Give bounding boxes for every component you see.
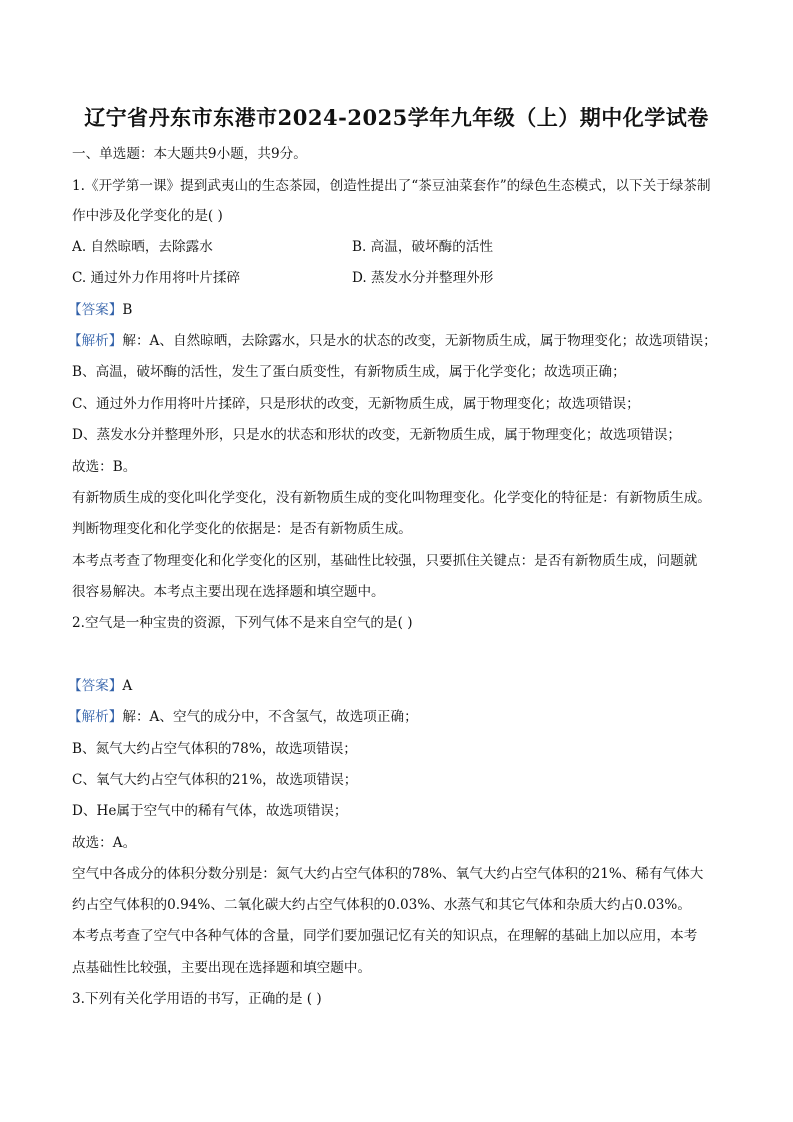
q2-choose: 故选：A。 — [72, 835, 137, 851]
q2-analysis-line4: D、He属于空气中的稀有气体，故选项错误； — [72, 803, 348, 819]
q1-options-row2 — [72, 268, 732, 288]
q2-note4: 点基础性比较强，主要出现在选择题和填空题中。 — [72, 960, 372, 976]
q2-analysis-line2: B、氮气大约占空气体积的78%，故选项错误； — [72, 741, 357, 757]
q1-choose: 故选：B。 — [72, 459, 137, 475]
q1-note3: 本考点考查了物理变化和化学变化的区别，基础性比较强，只要抓住关键点：是否有新物质生成，问题就 — [72, 553, 698, 569]
q1-option-a: A. 自然晾晒，去除露水 — [72, 239, 213, 255]
answer-tag: 【答案】 — [68, 678, 123, 694]
q2-note1: 空气中各成分的体积分数分别是：氮气大约占空气体积的78%、氧气大约占空气体积的21%、稀有气体大 — [72, 866, 704, 882]
page-title: 辽宁省丹东市东港市2024-2025学年九年级（上）期中化学试卷 — [84, 105, 709, 130]
q1-note4: 很容易解决。本考点主要出现在选择题和填空题中。 — [72, 584, 385, 600]
q1-options-row1 — [72, 237, 732, 257]
q1-option-b: B. 高温，破坏酶的活性 — [352, 239, 493, 255]
q1-answer — [68, 300, 728, 320]
q1-option-d: D. 蒸发水分并整理外形 — [352, 270, 494, 286]
answer-tag: 【答案】 — [68, 302, 123, 318]
q2-stem: 2.空气是一种宝贵的资源，下列气体不是来自空气的是( ) — [72, 615, 413, 631]
analysis-tag: 【解析】 — [68, 709, 123, 725]
analysis-tag: 【解析】 — [68, 333, 123, 349]
q2-note3: 本考点考查了空气中各种气体的含量，同学们要加强记忆有关的知识点，在理解的基础上加以应用，本考 — [72, 928, 698, 944]
q1-note2: 判断物理变化和化学变化的依据是：是否有新物质生成。 — [72, 521, 412, 537]
section-heading: 一、单选题：本大题共9小题，共9分。 — [72, 146, 307, 162]
q1-option-c: C. 通过外力作用将叶片揉碎 — [72, 270, 241, 286]
q3-stem: 3.下列有关化学用语的书写，正确的是 ( ) — [72, 991, 322, 1007]
q1-analysis-line3: C、通过外力作用将叶片揉碎，只是形状的改变，无新物质生成，属于物理变化；故选项错误； — [72, 396, 640, 412]
answer-value: A — [122, 678, 133, 694]
q1-analysis-line4: D、蒸发水分并整理外形，只是水的状态和形状的改变，无新物质生成，属于物理变化；故选项错误； — [72, 427, 682, 443]
q1-stem-line2: 作中涉及化学变化的是( ) — [72, 208, 223, 224]
q1-analysis-line1 — [68, 331, 728, 351]
analysis-text: 解：A、自然晾晒，去除露水，只是水的状态的改变，无新物质生成，属于物理变化；故选项错误； — [122, 333, 717, 349]
q2-analysis-line1 — [68, 707, 728, 727]
q1-note1: 有新物质生成的变化叫化学变化，没有新物质生成的变化叫物理变化。化学变化的特征是：有新物质生成。 — [72, 490, 711, 506]
q2-note2: 约占空气体积的0.94%、二氧化碳大约占空气体积的0.03%、水蒸气和其它气体和杂质大约占0.03%。 — [72, 897, 691, 913]
q2-answer — [68, 676, 728, 696]
answer-value: B — [122, 302, 133, 318]
analysis-text: 解：A、空气的成分中，不含氢气，故选项正确； — [122, 709, 418, 725]
q1-analysis-line2: B、高温，破坏酶的活性，发生了蛋白质变性，有新物质生成，属于化学变化；故选项正确； — [72, 364, 626, 380]
q1-stem-line1: 1.《开学第一课》提到武夷山的生态茶园，创造性提出了“茶豆油菜套作”的绿色生态模式，以下关于绿茶制 — [72, 178, 711, 194]
q2-analysis-line3: C、氧气大约占空气体积的21%，故选项错误； — [72, 772, 358, 788]
